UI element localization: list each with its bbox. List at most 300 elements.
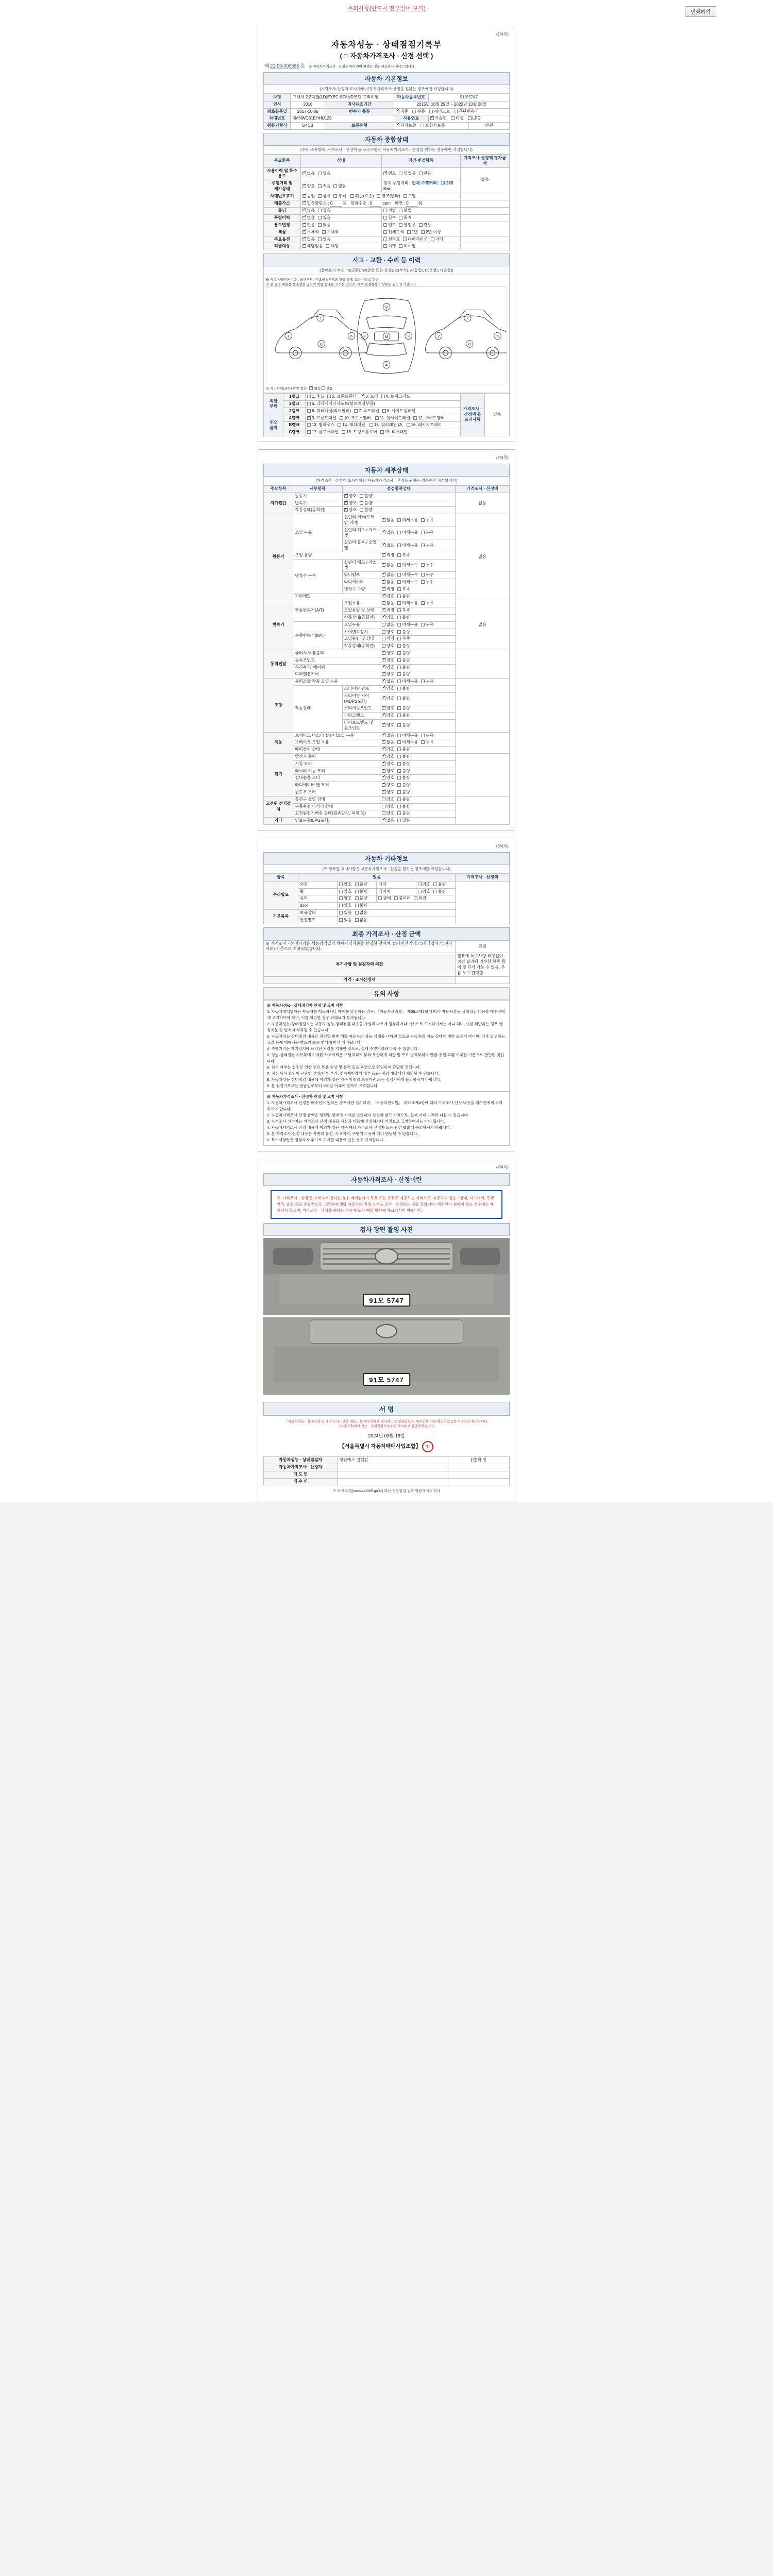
accident-diagram-box — [263, 275, 510, 393]
overall-band: 자동차 종합상태 — [263, 133, 510, 146]
d-3-price — [456, 650, 510, 679]
detail-h3: 점검항목상태 — [342, 485, 455, 493]
sign-row-1-label: 자동차가격조사 · 산정자 — [264, 1464, 338, 1471]
usechange-options[interactable]: ✔ 없음 있음 — [300, 222, 381, 229]
d-6-price — [456, 754, 510, 796]
page-mark-3: (3/4쪽) — [496, 843, 509, 849]
sign-row-1-value — [338, 1464, 448, 1471]
d-2-3-opts[interactable]: 없음 미세누유 누유 — [380, 621, 455, 629]
d-2-1-opts[interactable]: ✔ 적정 부족 — [380, 607, 455, 615]
etc-hold-opts[interactable]: 있음 없음 — [338, 909, 456, 917]
group-power: 동력전달 — [264, 650, 293, 679]
print-row — [0, 10, 773, 26]
caution-2-5: 5. 본 가격조사·산정 내용은 차량의 옵션, 사고이력, 주행거리 등에 따라 변동될 수 있습니다. — [267, 1131, 418, 1137]
opt-semiauto: 세미오토 — [434, 109, 450, 114]
d-0-1-opts[interactable]: ✔ 양호 불량 — [342, 500, 455, 507]
signature-warn: 『자동차성능 · 상태점검 및 가격 조사 · 산정 내용』을 매수인에게 제시하고 설명하였으며, 매수인은 이를 확인하였음을 서명으로 확인합니다. — [284, 1420, 489, 1424]
d-2-3-detail: 오일누유 — [342, 621, 380, 629]
caution-1-7: 7. 점검 당시 확인이 곤란한 부위(내부 부식, 전자제어장치 내부 등)는 점검 대상에서 제외될 수 있습니다. — [267, 1071, 440, 1076]
group-hv: 고전원 전기장치 — [264, 796, 293, 817]
frame-rank-b: B랭크 — [283, 422, 306, 429]
accident-legend-1: ※ 사고이력판단 기준 : 외판부위 / 주요골격부위의 판금·용접·교환 여부로 판단 — [266, 278, 379, 282]
svg-text:2: 2 — [437, 334, 440, 339]
result-none: 없음 — [314, 387, 321, 391]
row-label-emission: 배출가스 — [264, 200, 301, 208]
cautions-block-2 — [263, 1092, 510, 1146]
photo-front-1 — [263, 1238, 510, 1315]
page-subtitle: ( □ 자동차가격조사 · 산정 선택 ) — [340, 52, 433, 60]
option-options[interactable]: ✔ 없음 있음 — [300, 236, 381, 243]
d-5-1-sub: 브레이크 오일 누유 — [293, 739, 380, 747]
etc-row-basic: 기본품목 — [264, 909, 298, 924]
etc-band: 자동차 기타정보 — [263, 852, 510, 865]
recall-detail-options[interactable]: 이행 미이행 — [381, 243, 460, 250]
accident-side-value: 없음 — [485, 394, 510, 436]
d-6-0-opts[interactable]: ✔ 양호 불량 — [380, 754, 455, 761]
special-label: 특기사항 및 점검자의 의견 — [264, 953, 456, 977]
inspector-label: 가격 · 조사산정자 — [264, 977, 456, 984]
tuning-price — [460, 208, 509, 215]
d-4-price — [456, 679, 510, 732]
label-engine: 원동기형식 — [264, 123, 291, 130]
accident-legend-2: ※ 본 점검 내용은 상태점검 당시의 차량 상태를 표시한 것으로, 세부 점검항목의 상태는 별도 표기합니다. — [266, 283, 417, 287]
color-detail-options[interactable]: 전체도색 1면 2면 이상 — [381, 229, 460, 236]
row-label-usechange: 용도변경 — [264, 222, 301, 229]
d-4-2-opts[interactable]: ✔양호 불량 — [380, 692, 455, 705]
row-label-usage: 사용이력 및 특수용도 — [264, 167, 301, 180]
print-button[interactable]: 인쇄하기 — [685, 6, 716, 17]
accident-band: 사고 · 교환 · 수리 등 이력 — [263, 253, 510, 266]
special-detail-options[interactable]: 침수 화재 — [381, 215, 460, 222]
total-value: 만원 — [456, 940, 510, 953]
d-1-price: 없음 — [456, 514, 510, 600]
accident-parts-table — [263, 393, 510, 436]
d-1-4-opts[interactable]: ✔없음 미세누수 누수 — [380, 559, 455, 572]
d-6-4-sub: 라디에이터 팬 모터 — [293, 782, 380, 789]
etc-note: (※ 항목별 표시사항은 자동차가격조사 · 산정을 원하는 경우에만 작성합니다) — [263, 865, 510, 874]
option-price — [460, 236, 509, 243]
group-etc: 기타 — [264, 818, 293, 825]
value-year: 2016 — [291, 101, 325, 108]
mileage-state-options[interactable]: ✔양호 적음 많음 — [300, 180, 381, 193]
d-2-0-detail: 오일누유 — [342, 600, 380, 607]
d-2-4-opts[interactable]: 양호 불량 — [380, 629, 455, 636]
recall-options[interactable]: ✔ 해당없음 해당 — [300, 243, 381, 250]
etc-belt-opts[interactable]: 있음 없음 — [338, 917, 456, 924]
row-label-mileage: 주행거리 및 계기상태 — [264, 180, 301, 193]
caution-1-1: 1. 자동차매매업자는 자동차를 매도하거나 매매를 알선하는 경우, 「자동차관리법」 제58조제1항에 따라 자동차성능·상태점검 내용을 매수인에게 고지하여야 하며, 이를 위반한 경우 과태료가 부과됩니다. — [267, 1009, 505, 1021]
d-4-1-opts[interactable]: ✔ 양호 불량 — [380, 686, 455, 693]
d-6-3-opts[interactable]: ✔ 양호 불량 — [380, 775, 455, 782]
d-1-3-sub: 오일 유량 — [293, 552, 380, 559]
sheet-4 — [258, 1159, 515, 1502]
basic-info-note: (가격조사·산정액 표시사항 자동차가격조사·산정을 원하는 경우에만 작성합니다) — [263, 85, 510, 94]
color-options[interactable]: ✔ 무채색 유채색 — [300, 229, 381, 236]
d-3-2-sub: 추진축 및 베어링 — [293, 664, 380, 671]
caution-2-6: 6. 특기사항란은 점검자가 추가로 고지할 내용이 있는 경우 기재합니다. — [267, 1138, 384, 1143]
detail-h2: 세부항목 — [293, 485, 342, 493]
d-6-1-opts[interactable]: ✔ 양호 불량 — [380, 760, 455, 768]
signature-footer: ※ 자신 회원(www.car365.go.kr) 또는 성능점검 결과 열람사이트 안내 — [332, 1489, 441, 1494]
frame-rank-b-items[interactable]: 13. 휠하우스 14. 대쉬패널 15. 필러패널 (A, 16. 패키지트레이 — [306, 422, 461, 429]
page-title: 자동차성능 · 상태점검기록부 — [331, 41, 442, 49]
etc-item-glass: 유리 — [298, 895, 337, 903]
row-label-special: 특별이력 — [264, 215, 301, 222]
inspector-value — [456, 977, 510, 984]
d-3-1-sub: 등속조인트 — [293, 657, 380, 664]
sign-row-2-stamp — [448, 1471, 509, 1478]
d-2-6-detail: 작동상태(공회전) — [342, 643, 380, 650]
total-note: ※ 가격조사 · 산정가격은 성능점검일의 차량가격기준을 반영한 것이며, (□개인간거래 / □매매업자 / □전자거래) 기준으로 적용되었습니다. — [264, 940, 456, 953]
etc-tire-opts[interactable]: 양호 불량 — [416, 888, 455, 895]
d-1-2-detail: 실린더 블록 / 오일팬 — [342, 539, 380, 552]
svg-text:8: 8 — [468, 342, 471, 347]
d-4-5-detail: 타이로드엔드 및 볼조인트 — [342, 720, 380, 733]
d-3-1-opts[interactable]: ✔ 양호 불량 — [380, 657, 455, 664]
value-engine: D4CB — [291, 123, 325, 130]
d-7-2-sub: 고전원전기배선 상태(접속단자, 피복 등) — [293, 810, 380, 818]
signature-warn2: (구매고객)에게 성능 · 상태점검기록부를 제시하고 설명하였습니다. — [338, 1425, 435, 1429]
price-notice-box — [271, 1190, 502, 1219]
signature-title: 서 명 — [263, 1402, 510, 1416]
signature-area — [263, 1416, 510, 1497]
etc-item-interior: 내장 — [377, 881, 416, 888]
svg-text:4: 4 — [385, 363, 388, 368]
d-1-7-opts[interactable]: ✔ 적정 부족 — [380, 586, 455, 593]
d-0-0-opts[interactable]: ✔ 양호 불량 — [342, 493, 455, 500]
sign-row-3-value — [338, 1478, 448, 1485]
d-3-2-opts[interactable]: ✔ 양호 불량 — [380, 664, 455, 671]
etc-item-door: door — [298, 903, 337, 910]
detail-band: 자동차 세부상태 — [263, 464, 510, 477]
doc-number-line — [264, 62, 510, 69]
frame-rank-a-items[interactable]: ✔ 9. 프론트패널 10. 크로스멤버 11. 인사이드패널 12. 사이드멤버 — [306, 415, 461, 422]
signature-org — [263, 1441, 510, 1452]
opt-cvt: 무단변속기 — [459, 109, 479, 114]
svg-text:9: 9 — [385, 304, 388, 310]
d-2-0-sub: 자동변속기(A/T) — [293, 600, 342, 621]
etc-interior-opts[interactable]: 양호 불량 — [416, 881, 455, 888]
d-4-2-detail: 스티어링 기어(MDPS포함) — [342, 692, 380, 705]
frame-rank-c: C랭크 — [283, 429, 306, 436]
etc-misc-opts[interactable]: 광택 룸미러 외관 — [377, 895, 456, 903]
transmission-options[interactable] — [394, 108, 509, 115]
cautions-heading-2: ※ 자동차가격조사 · 산정자 안내 및 고지 사항 — [267, 1094, 343, 1099]
d-4-5-opts[interactable]: ✔양호 불량 — [380, 720, 455, 733]
d-7-1-sub: 구동축전지 격리 상태 — [293, 803, 380, 810]
sign-row-2-label: 매 도 인 — [264, 1471, 338, 1478]
label-first-reg: 최초등록일 — [264, 108, 291, 115]
d-2-2-detail: 작동상태(공회전) — [342, 615, 380, 622]
panel-rank-2-items[interactable]: 5. 라디에이터서포트(볼트체결부품) — [306, 400, 461, 408]
d-1-6-detail: 라디에이터 — [342, 579, 380, 586]
caution-1-4: 4. 주행거리는 계기장치에 표시된 거리를 기재한 것으로, 실제 주행거리와 다를 수 있습니다. — [267, 1046, 419, 1052]
d-7-0-sub: 충전구 절연 상태 — [293, 796, 380, 803]
d-1-5-opts[interactable]: ✔ 없음 미세누수 누수 — [380, 572, 455, 579]
d-1-4-sub: 냉각수 누수 — [293, 559, 342, 593]
vin-mark-price — [460, 193, 509, 200]
etc-table — [263, 874, 510, 924]
svg-text:3: 3 — [407, 334, 410, 339]
caution-1-5: 5. 성능·상태점검 기록부에 기재된 사고이력은 보험처리 여부와 무관하게 외판 및 주요 골격부위의 판금·용접·교환 여부를 기준으로 판단된 것입니다. — [267, 1053, 505, 1064]
caution-1-2: 2. 자동차성능·상태점검자는 자동차 성능·상태점검 내용을 사실과 다르게 점검하거나 거짓으로 고지하여서는 아니 되며, 이를 위반하는 경우 행정처분 및 벌칙이 부과될 수 있습니다. — [267, 1022, 503, 1033]
cautions-heading-1: ※ 자동차성능 · 상태점검자 안내 및 고지 사항 — [267, 1003, 343, 1008]
doc-note: ※ 자동차가격조사 · 산정은 매수인이 원하는 경우 제공하는 서비스입니다. — [309, 65, 416, 69]
d-5-2-sub: 배력장치 상태 — [293, 747, 380, 754]
photos-title: 검사 장면 촬영 사진 — [263, 1223, 510, 1236]
warranty-extra: 만원 — [469, 123, 510, 130]
d-3-3-sub: 디퍼렌셜기어 — [293, 671, 380, 679]
sign-row-0-label: 자동차성능 · 상태점검자 — [264, 1457, 338, 1464]
panel-rank-3-items[interactable]: 6. 쿼터패널(리어휀더) 7. 루프패널 8. 사이드실패널 — [306, 408, 461, 415]
recall-price — [460, 243, 509, 250]
caution-1-6: 6. 침수 여부는 침수로 인한 주요 부품 손상 및 흔적 등을 육안으로 확인하여 판단한 것입니다. — [267, 1065, 421, 1070]
etc-wheel-opts[interactable]: 양호 불량 — [338, 888, 377, 895]
value-vin: KMHWC81EHHU129 — [291, 115, 394, 123]
caution-2-4: 4. 자동차가격조사·산정 내용에 이의가 있는 경우 해당 가격조사·산정자 또는 관련 협회에 문의하시기 바랍니다. — [267, 1125, 451, 1130]
signature-org-text: 【서울특별시 자동차매매사업조합】 — [339, 1444, 421, 1450]
svg-text:6: 6 — [350, 334, 353, 339]
overall-h3: 점검·변경항목 — [381, 155, 460, 167]
sign-row-0-value: 영진에스 건설업 — [338, 1457, 448, 1464]
d-5-0-opts[interactable]: ✔ 없음 미세누유 누유 — [380, 732, 455, 739]
caution-1-3: 3. 자동차성능·상태점검 내용은 점검일 현재 해당 자동차의 성능·상태를 나타낸 것으로 자동차의 성능·상태에 대한 보증이 아니며, 사후 발생하는 고장 등에 대해서는 별도의 보증 범위에 따라 처리됩니다. — [267, 1034, 506, 1045]
d-0-2-opts[interactable]: ✔ 양호 불량 — [342, 507, 455, 514]
etc-h3: 가격조사 · 산정액 — [456, 874, 510, 881]
special-price — [460, 215, 509, 222]
d-2-2-opts[interactable]: ✔ 양호 불량 — [380, 615, 455, 622]
price-notice-body: ※ '가격조사 · 산정'은 소비자가 원하는 경우 매매업자가 무료 또는 유료로 제공하는 서비스로, 자동차의 성능 · 상태, 사고이력, 주행거리, 옵션 등을 종합적으로 고려하여 해당 자동차의 적정 가격을 조사 · 산정하는 것을 말합니다. 매수인이 원하지 않는 경우에는 제공되지 않으며, 가격조사 · 산정을 원하는 경우 반드시 해당 항목에 체크하시기 바랍니다. — [277, 1196, 494, 1213]
svg-text:7: 7 — [466, 316, 469, 321]
row-label-recall: 리콜대상 — [264, 243, 301, 250]
sign-row-3-stamp — [448, 1478, 509, 1485]
d-4-1-detail: 스티어링 펌프 — [342, 686, 380, 693]
d-1-6-opts[interactable]: ✔ 없음 미세누수 누수 — [380, 579, 455, 586]
basic-info-band: 자동차 기본정보 — [263, 72, 510, 85]
d-0-price: 없음 — [456, 493, 510, 514]
d-7-price — [456, 796, 510, 824]
mileage-value-cell: 현재 주행거리 : 현재 주행거리 : 13,365 Km — [381, 180, 460, 193]
overall-note: (주요 조사항목, 가격조사 · 산정액 등 표시사항은 자동차가격조사 · 산정을 원하는 경우에만 작성합니다) — [263, 146, 510, 155]
opt-ins-warranty: 보험사보증 — [425, 123, 445, 128]
page-mark-1: (1/4쪽) — [496, 32, 509, 37]
label-year: 연식 — [264, 101, 291, 108]
d-1-2-opts[interactable]: ✔없음 미세누유 누유 — [380, 539, 455, 552]
car-diagram-svg — [266, 287, 507, 384]
d-4-3-opts[interactable]: ✔ 양호 불량 — [380, 705, 455, 713]
d-1-0-opts[interactable]: ✔없음 미세누유 누유 — [380, 514, 455, 527]
caution-2-1: 1. 자동차가격조사·산정은 매수인이 원하는 경우에만 실시하며, 「자동차관리법」 제58조제4항에 따라 가격조사·산정 내용을 매수인에게 고지하여야 합니다. — [267, 1100, 503, 1112]
d-1-0-sub: 오일 누유 — [293, 514, 342, 552]
opt-self-warranty: 자가보증 — [400, 123, 416, 128]
car-diagram — [266, 286, 507, 384]
d-8-0-opts[interactable]: ✔ 없음 있음 — [380, 818, 455, 825]
usage-detail-options[interactable]: ✔ 렌트 영업용 관용 — [381, 167, 460, 180]
d-5-price — [456, 732, 510, 753]
opt-diesel: 디젤 — [455, 116, 464, 121]
frame-rank-c-items[interactable]: 17. 플로어패널 18. 트렁크플로어 19. 리어패널 — [306, 429, 461, 436]
value-car-name: 그랜저 2.2디젤(LD)EXEC-STAND모던 프리미엄 — [291, 94, 394, 101]
d-6-2-sub: 와이퍼 기능 모터 — [293, 768, 380, 775]
d-1-4-detail: 실린더 헤드 / 가스켓 — [342, 559, 380, 572]
overall-h2: 상태 — [300, 155, 381, 167]
d-6-5-sub: 윈도우 모터 — [293, 789, 380, 796]
result-exist: 있음 — [326, 387, 333, 391]
accident-note: (상태표시 부호 : X(교환), W(판금 또는 용접), C(부식), A(흠집), U(요철), T(손상)) — [263, 266, 510, 275]
d-2-4-detail: 기어변속장치 — [342, 629, 380, 636]
opt-gasoline: 가솔린 — [434, 116, 447, 121]
photo-block — [263, 1236, 510, 1399]
svg-text:7: 7 — [319, 316, 322, 321]
label-car-name: 차명 — [264, 94, 291, 101]
d-0-1-sub: 변속기 — [293, 500, 342, 507]
etc-price — [456, 881, 510, 924]
panel-rank-1: 1랭크 — [283, 394, 306, 401]
accident-result-row: ※ 사고이력(유무) 확인 결과 : ✔없음 있음 — [266, 384, 507, 391]
label-fuel: 사용연료 — [394, 115, 428, 123]
fuel-options[interactable] — [428, 115, 509, 123]
panel-rank-3: 3랭크 — [283, 408, 306, 415]
cautions-title: 유의 사항 — [263, 987, 510, 1000]
notice-link[interactable]: 주의사항(반드시 전부읽어 보기) — [347, 6, 426, 12]
usechange-detail-options[interactable]: 렌트 영업용 관용 — [381, 222, 460, 229]
sheet-3 — [258, 838, 515, 1151]
special-options[interactable]: ✔ 없음 있음 — [300, 215, 381, 222]
svg-text:M: M — [384, 334, 389, 339]
value-reg-no: 91모5747 — [428, 94, 509, 101]
doc-no-value: 21-00-000556 — [270, 63, 299, 69]
group-brake: 제동 — [264, 732, 293, 753]
opt-manual: 수동 — [417, 109, 425, 114]
caution-2-3: 3. 가격조사·산정자는 가격조사·산정 내용을 사실과 다르게 산정하거나 거짓으로 고지하여서는 아니 됩니다. — [267, 1119, 445, 1124]
etc-row-repair: 수리필요 — [264, 881, 298, 909]
detail-note: (가격조사 · 산정액 표시사항은 자동차가격조사 · 산정을 원하는 경우에만 작성합니다) — [263, 477, 510, 485]
panel-rank-1-items[interactable]: 1. 후드 2. 프론트휀더 ✔ 3. 도어 4. 트렁크리드 — [306, 394, 461, 401]
svg-text:1: 1 — [287, 334, 290, 339]
d-1-7-detail: 냉각수 수량 — [342, 586, 380, 593]
usage-price: 없음 — [460, 167, 509, 193]
label-reg-no: 자동차등록번호 — [394, 94, 428, 101]
d-2-price: 없음 — [456, 600, 510, 650]
row-label-vin-mark: 차대번호표기 — [264, 193, 301, 200]
d-3-0-opts[interactable]: ✔ 양호 불량 — [380, 650, 455, 657]
photo-plate-1: 91모 5747 — [363, 1294, 410, 1307]
d-4-3-detail: 스티어링조인트 — [342, 705, 380, 713]
d-6-2-opts[interactable]: ✔ 양호 불량 — [380, 768, 455, 775]
detail-table — [263, 485, 510, 825]
total-band: 최종 가격조사 · 산정 금액 — [263, 927, 510, 940]
doc-no-label: 제 — [264, 63, 269, 69]
d-8-0-sub: 연료누출(LPG포함) — [293, 818, 380, 825]
detail-h4: 가격조사 · 산정액 — [456, 485, 510, 493]
svg-text:6: 6 — [496, 334, 499, 339]
option-detail-options[interactable]: 선루프 내비게이션 기타 — [381, 236, 460, 243]
sign-row-3-label: 매 수 인 — [264, 1478, 338, 1485]
sign-row-1-stamp — [448, 1464, 509, 1471]
vin-mark-options[interactable]: ✔ 동일 상이 부식 훼손(오손) 변조(변타) 도말 — [300, 193, 460, 200]
price-notice-title: 자동차가격조사 · 산정이란 — [263, 1173, 510, 1186]
mileage-value: 현재 주행거리 : 13,365 Km — [383, 181, 453, 191]
emission-values: ✔ 일산화탄소 : 0 % 탄화수소 : 0 ppm 매연 : 0 % — [300, 200, 460, 208]
photo-plate-2: 91모 5747 — [363, 1373, 410, 1386]
d-1-3-opts[interactable]: ✔ 적정 부족 — [380, 552, 455, 559]
d-2-3-sub: 수동변속기(M/T) — [293, 621, 342, 650]
caution-1-9: 9. 본 점검기록부는 발급일로부터 120일 이내에 한하여 유효합니다. — [267, 1083, 379, 1089]
panel-group-label: 외판 부위 — [264, 394, 283, 415]
d-5-2-opts[interactable]: ✔ 양호 불량 — [380, 747, 455, 754]
d-2-6-opts[interactable]: 양호 불량 — [380, 643, 455, 650]
sheet-1 — [258, 26, 515, 442]
cautions-block-1 — [263, 1000, 510, 1092]
d-6-5-opts[interactable]: ✔ 양호 불량 — [380, 789, 455, 796]
color-price — [460, 229, 509, 236]
tuning-options[interactable]: ✔ 없음 있음 — [300, 208, 381, 215]
etc-item-tire: 타이어 — [377, 888, 416, 895]
page-mark-2: (2/4쪽) — [496, 455, 509, 460]
basic-info-table — [263, 94, 510, 130]
etc-glass-opts[interactable]: 양호 불량 — [338, 895, 377, 903]
value-first-reg: 2017-10-05 — [291, 108, 325, 115]
signature-date: 2024년 03월 19일 — [368, 1433, 405, 1439]
overall-table — [263, 155, 510, 250]
d-0-0-sub: 원동기 — [293, 493, 342, 500]
tuning-detail-options[interactable]: 적법 불법 — [381, 208, 460, 215]
label-transmission: 변속기 종류 — [325, 108, 394, 115]
d-4-1-sub: 작동상태 — [293, 686, 342, 733]
etc-exterior-opts[interactable]: 양호 불량 — [338, 881, 377, 888]
panel-rank-2: 2랭크 — [283, 400, 306, 408]
sheet-2 — [258, 449, 515, 831]
row-label-option: 주요옵션 — [264, 236, 301, 243]
d-7-2-opts[interactable]: 양호 불량 — [380, 810, 455, 818]
caution-2-2: 2. 자동차가격조사·산정 금액은 점검일 현재의 시세를 반영하여 산정한 참고 가격으로, 실제 거래 가격과 다를 수 있습니다. — [267, 1113, 469, 1118]
top-notice-bar — [0, 0, 773, 15]
d-7-1-opts[interactable]: 양호 불량 — [380, 803, 455, 810]
d-1-8-opts[interactable]: ✔ 양호 불량 — [380, 593, 455, 600]
d-2-0-opts[interactable]: ✔ 없음 미세누유 누유 — [380, 600, 455, 607]
d-7-0-opts[interactable]: 양호 불량 — [380, 796, 455, 803]
d-4-0-opts[interactable]: ✔ 없음 미세누유 누유 — [380, 679, 455, 686]
d-4-4-opts[interactable]: ✔ 양호 불량 — [380, 713, 455, 720]
d-3-3-opts[interactable]: ✔ 양호 불량 — [380, 671, 455, 679]
d-2-1-detail: 오일유량 및 상태 — [342, 607, 380, 615]
etc-item-exterior: 외장 — [298, 881, 337, 888]
frame-group-label: 주요 골격 — [264, 415, 283, 436]
etc-door-opts[interactable]: 양호 불량 — [338, 903, 456, 910]
etc-item-hold: 보유상태 — [298, 909, 337, 917]
opt-auto: 자동 — [400, 109, 409, 114]
overall-h4: 가격조사·산정액 평가금액 — [460, 155, 509, 167]
d-6-1-sub: 시동 모터 — [293, 760, 380, 768]
d-5-1-opts[interactable]: ✔ 없음 미세누유 누유 — [380, 739, 455, 747]
etc-h1: 항목 — [264, 874, 298, 881]
opt-lpg: LPG — [472, 116, 481, 121]
page-mark-4: (4/4쪽) — [496, 1165, 509, 1170]
row-label-color: 색상 — [264, 229, 301, 236]
frame-rank-a: A랭크 — [283, 415, 306, 422]
d-4-4-detail: 파워크랭크 — [342, 713, 380, 720]
d-1-1-opts[interactable]: ✔없음 미세누유 누유 — [380, 527, 455, 539]
group-transmission: 변속기 — [264, 600, 293, 650]
label-vin: 차대번호 — [264, 115, 291, 123]
usechange-price — [460, 222, 509, 229]
warranty-options[interactable] — [394, 123, 469, 130]
d-2-5-opts[interactable]: 적정 부족 — [380, 636, 455, 643]
svg-text:3: 3 — [363, 334, 366, 339]
d-6-4-opts[interactable]: ✔ 양호 불량 — [380, 782, 455, 789]
usage-options[interactable]: ✔없음 있음 — [300, 167, 381, 180]
caution-1-8: 8. 자동차성능·상태점검 내용에 이의가 있는 경우 아래의 보증기관 또는 점검자에게 문의하시기 바랍니다. — [267, 1077, 442, 1082]
